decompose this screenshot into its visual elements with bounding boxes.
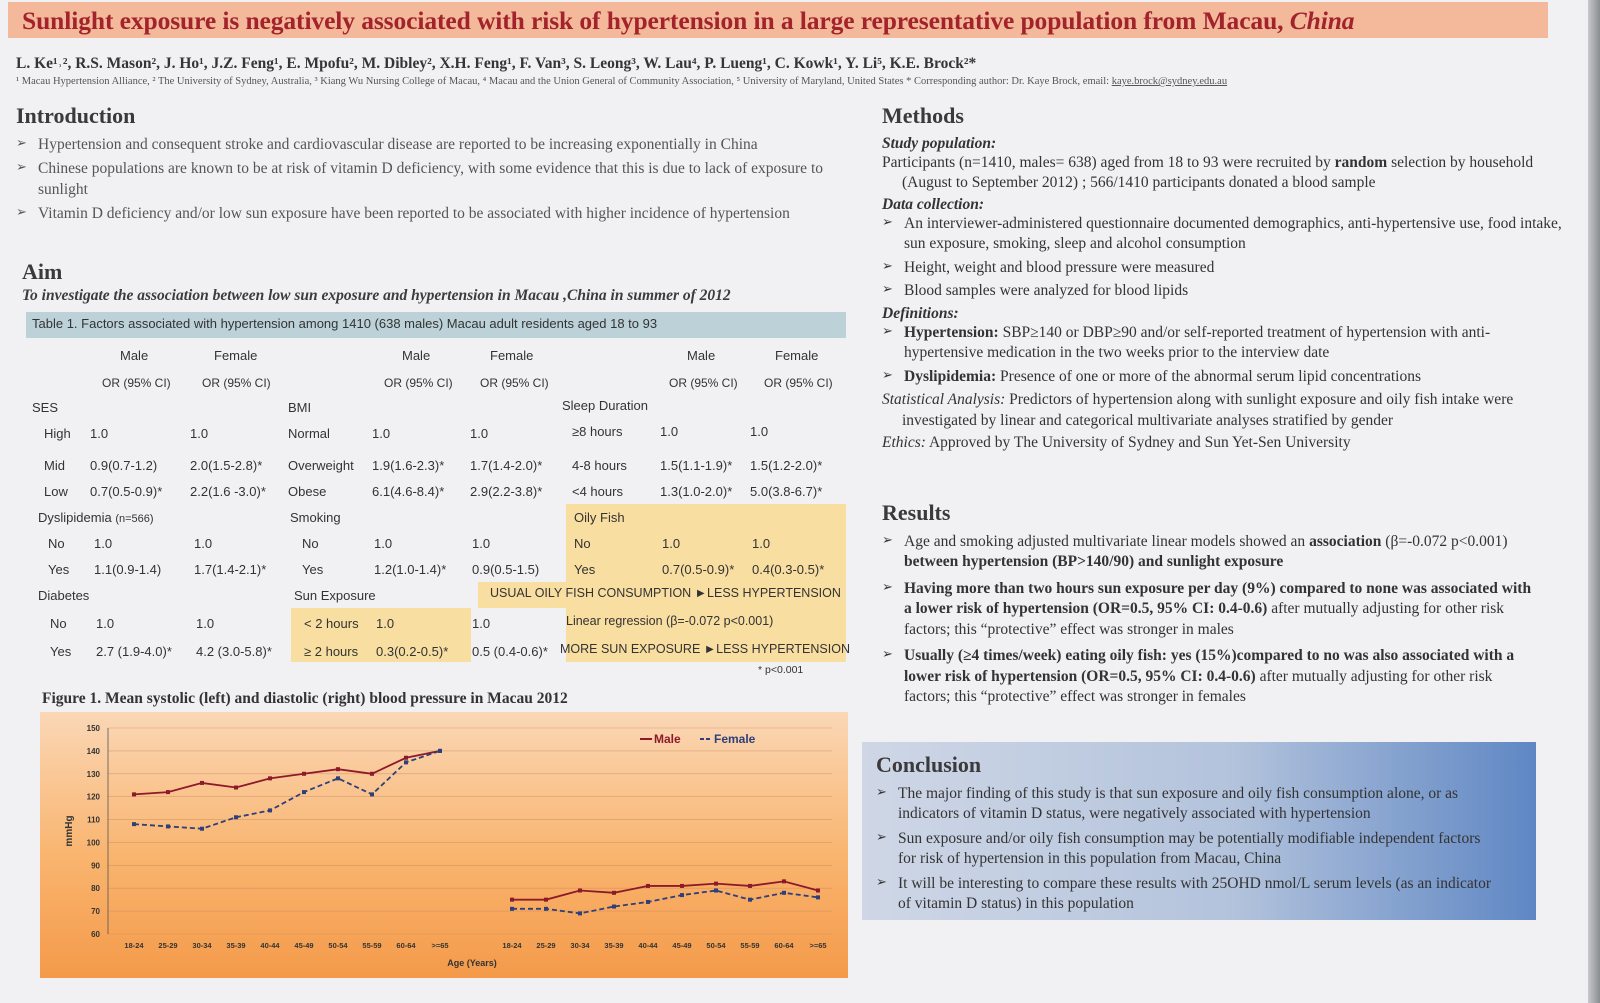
definitions-list <box>882 323 1562 387</box>
study-population-label: Study population: <box>882 135 997 152</box>
table-cell: 1.0 <box>472 616 491 631</box>
data-point <box>336 767 340 771</box>
row-label: No <box>574 536 591 551</box>
table-cell: 1.0 <box>194 536 213 551</box>
title-bar <box>8 2 1548 38</box>
data-point <box>748 884 752 888</box>
table-cell: 1.0 <box>190 426 209 441</box>
x-tick-label: 45-49 <box>294 941 314 950</box>
table-cell: 1.0 <box>90 426 109 441</box>
row-group-dyslipidemia: Dyslipidemia (n=566) <box>38 510 154 525</box>
row-group-sun-exposure: Sun Exposure <box>294 588 376 603</box>
data-point <box>404 756 408 760</box>
data-point <box>370 792 374 796</box>
row-label: ≥8 hours <box>572 424 623 439</box>
row-label: Yes <box>302 562 324 577</box>
row-label: No <box>48 536 65 551</box>
series-line-female-diastolic <box>512 891 818 914</box>
data-point <box>816 895 820 899</box>
data-point <box>612 905 616 909</box>
row-group-sleep: Sleep Duration <box>562 398 648 413</box>
col-or: OR (95% CI) <box>480 376 549 390</box>
row-label: No <box>50 616 67 631</box>
y-tick-label: 60 <box>91 930 100 939</box>
table-cell: 1.5(1.2-2.0)* <box>750 458 823 473</box>
x-tick-label: 60-64 <box>774 941 794 950</box>
col-male: Male <box>402 348 431 363</box>
col-or: OR (95% CI) <box>669 376 738 390</box>
note-fish: USUAL OILY FISH CONSUMPTION ►LESS HYPERTENSION <box>490 586 841 600</box>
list-item: ➢ It will be interesting to compare these results with 25OHD nmol/L serum levels (as an indicator of vitamin D status) in this population <box>876 874 1496 915</box>
methods-heading: Methods <box>882 103 964 128</box>
note-linear-regression: Linear regression (β=-0.072 p<0.001) <box>566 614 774 628</box>
data-collection-list <box>882 214 1562 302</box>
row-label: <4 hours <box>572 484 623 499</box>
poster-title: Sunlight exposure is negatively associated with risk of hypertension in a large representative population from Macau, China <box>22 6 1355 35</box>
table-footnote: * p<0.001 <box>758 664 804 676</box>
table-cell: 4.2 (3.0-5.8)* <box>196 644 272 659</box>
table-cell: 5.0(3.8-6.7)* <box>750 484 823 499</box>
x-tick-label: 18-24 <box>502 941 522 950</box>
col-or: OR (95% CI) <box>102 376 171 390</box>
y-axis-label: mmHg <box>64 815 75 847</box>
table-cell: 1.0 <box>470 426 489 441</box>
aim-heading: Aim <box>22 259 63 284</box>
table-cell: 1.7(1.4-2.1)* <box>194 562 267 577</box>
data-point <box>544 898 548 902</box>
row-label: Yes <box>50 644 72 659</box>
data-point <box>748 898 752 902</box>
definitions-label: Definitions: <box>882 304 959 322</box>
results-section <box>882 500 1542 714</box>
x-tick-label: 50-54 <box>328 941 348 950</box>
data-point <box>646 900 650 904</box>
table-cell: 1.2(1.0-1.4)* <box>374 562 447 577</box>
table-cell: 1.0 <box>96 616 115 631</box>
figure-caption: Figure 1. Mean systolic (left) and diastolic (right) blood pressure in Macau 2012 <box>42 690 568 707</box>
table-cell: 0.9(0.5-1.5) <box>472 562 540 577</box>
table-cell: 1.1(0.9-1.4) <box>94 562 162 577</box>
y-tick-label: 80 <box>91 884 100 894</box>
data-point <box>302 790 306 794</box>
y-tick-label: 130 <box>86 769 100 779</box>
table-cell: 1.9(1.6-2.3)* <box>372 458 445 473</box>
table-cell: 0.7(0.5-0.9)* <box>90 484 163 499</box>
bp-chart <box>40 712 848 978</box>
row-group-smoking: Smoking <box>290 510 341 525</box>
x-tick-label: 35-39 <box>226 941 246 950</box>
factors-table <box>26 312 850 676</box>
row-group-diabetes: Diabetes <box>38 588 90 603</box>
data-point <box>544 907 548 911</box>
data-collection-label: Data collection: <box>882 195 985 213</box>
data-point <box>646 884 650 888</box>
data-point <box>782 891 786 895</box>
row-label: High <box>44 426 71 441</box>
table-cell: 0.9(0.7-1.2) <box>90 458 158 473</box>
data-point <box>166 790 170 794</box>
table-cell: 0.7(0.5-0.9)* <box>662 562 735 577</box>
table-cell: 2.2(1.6 -3.0)* <box>190 484 266 499</box>
series-line-male-diastolic <box>512 881 818 899</box>
data-point <box>336 776 340 780</box>
y-tick-label: 150 <box>86 724 100 733</box>
x-tick-label: 30-34 <box>570 941 590 950</box>
data-point <box>234 786 238 790</box>
data-point <box>268 808 272 812</box>
x-tick-label: 35-39 <box>604 941 624 950</box>
x-tick-label: 55-59 <box>362 941 382 950</box>
table-cell: 1.0 <box>376 616 395 631</box>
data-point <box>578 889 582 893</box>
x-tick-label: 25-29 <box>536 941 556 950</box>
data-point <box>816 889 820 893</box>
y-tick-label: 100 <box>86 838 100 848</box>
x-axis-label: Age (Years) <box>447 958 497 968</box>
table-cell: 1.7(1.4-2.0)* <box>470 458 543 473</box>
study-population-text: Participants (n=1410, males= 638) aged from 18 to 93 were recruited by random selection by household (August to September 2012) ; 566/1410 participants donated a blood sample <box>882 154 1534 192</box>
x-tick-label: 50-54 <box>706 941 726 950</box>
col-or: OR (95% CI) <box>764 376 833 390</box>
row-label: ≥ 2 hours <box>304 644 359 659</box>
data-point <box>510 898 514 902</box>
data-point <box>510 907 514 911</box>
data-point <box>438 749 442 753</box>
row-label: Overweight <box>288 458 354 473</box>
email-link[interactable]: kaye.brock@sydney.edu.au <box>1111 76 1228 87</box>
row-label: < 2 hours <box>304 616 359 631</box>
x-tick-label: 40-44 <box>260 941 280 950</box>
x-tick-label: 55-59 <box>740 941 760 950</box>
table-caption: Table 1. Factors associated with hypertension among 1410 (638 males) Macau adult residents aged 18 to 93 <box>26 312 846 338</box>
data-point <box>200 781 204 785</box>
row-group-oily-fish: Oily Fish <box>574 510 625 525</box>
list-item: ➢ The major finding of this study is that sun exposure and oily fish consumption alone, or as indicators of vitamin D status, were negatively associated with hypertension <box>876 784 1496 825</box>
poster-edge <box>1588 0 1600 1003</box>
table-cell: 6.1(4.6-8.4)* <box>372 484 445 499</box>
list-item: ➢ Chinese populations are known to be at risk of vitamin D deficiency, with some evidence that this is due to lack of exposure to sunlight <box>16 159 846 200</box>
row-label: No <box>302 536 319 551</box>
list-item: ➢ Sun exposure and/or oily fish consumption may be potentially modifiable independent factors for risk of hypertension in this population from Macau, China <box>876 829 1496 870</box>
data-point <box>132 792 136 796</box>
data-point <box>782 879 786 883</box>
methods-section <box>882 103 1562 453</box>
table-cell: 1.0 <box>374 536 393 551</box>
list-item: ➢ Usually (≥4 times/week) eating oily fish: yes (15%)compared to no was also associated with a lower risk of hypertension (OR=0.5, 95% CI: 0.4-0.6) after mutually adjusting for other risk factors; this “protective” effect was stronger in females <box>882 646 1542 707</box>
list-item: ➢ Age and smoking adjusted multivariate linear models showed an association (β=-0.072 p<0.001) between hypertension (BP>140/90) and sunlight exposure <box>882 532 1542 573</box>
bp-chart-svg <box>40 712 848 978</box>
table-cell: 1.0 <box>472 536 491 551</box>
data-point <box>370 772 374 776</box>
data-point <box>578 911 582 915</box>
results-heading: Results <box>882 500 951 525</box>
conclusion-heading: Conclusion <box>876 752 982 777</box>
x-tick-label: 18-24 <box>124 941 144 950</box>
y-tick-label: 120 <box>86 792 100 802</box>
data-point <box>680 893 684 897</box>
table-cell: 1.0 <box>750 424 769 439</box>
row-group-bmi: BMI <box>288 400 312 415</box>
row-label: Normal <box>288 426 330 441</box>
row-label: Yes <box>48 562 70 577</box>
x-tick-label: 45-49 <box>672 941 692 950</box>
col-or: OR (95% CI) <box>202 376 271 390</box>
table-cell: 0.3(0.2-0.5)* <box>376 644 449 659</box>
table-cell: 0.4(0.3-0.5)* <box>752 562 825 577</box>
aim-text: To investigate the association between low sun exposure and hypertension in Macau ,China in summer of 2012 <box>22 287 731 304</box>
table-cell: 1.0 <box>662 536 681 551</box>
x-tick-label: 25-29 <box>158 941 178 950</box>
table-cell: 2.9(2.2-3.8)* <box>470 484 543 499</box>
affiliations: ¹ Macau Hypertension Alliance, ² The University of Sydney, Australia, ³ Kiang Wu Nursing College of Macau, ⁴ Macau and the Union General of Community Association, ⁵ University of Maryland, United States * Corresponding author: Dr. Kaye Brock, email: kaye.brock@sydney.edu.au <box>16 76 1228 87</box>
ethics: Ethics: Approved by The University of Sydney and Sun Yet-Sen University <box>882 433 1351 451</box>
data-point <box>680 884 684 888</box>
data-point <box>268 776 272 780</box>
data-point <box>200 827 204 831</box>
list-item: ➢ Having more than two hours sun exposure per day (9%) compared to none was associated with a lower risk of hypertension (OR=0.5, 95% CI: 0.4-0.6) after mutually adjusting for other risk factors; this “protective” effect was stronger in males <box>882 579 1542 640</box>
row-label: 4-8 hours <box>572 458 627 473</box>
table-cell: 1.0 <box>660 424 679 439</box>
data-point <box>166 824 170 828</box>
row-label: Obese <box>288 484 327 499</box>
conclusion-box <box>862 742 1536 920</box>
note-sun: MORE SUN EXPOSURE ►LESS HYPERTENSION <box>560 642 850 656</box>
table-cell: 1.0 <box>196 616 215 631</box>
data-point <box>714 882 718 886</box>
list-item: ➢ An interviewer-administered questionnaire documented demographics, anti-hypertensive use, food intake, sun exposure, smoking, sleep and alcohol consumption <box>882 214 1562 255</box>
legend-label: Male <box>654 732 681 746</box>
list-item: ➢ Height, weight and blood pressure were measured <box>882 258 1562 278</box>
conclusion-list <box>876 784 1496 915</box>
table-cell: 0.5 (0.4-0.6)* <box>472 644 548 659</box>
legend-label: Female <box>714 732 756 746</box>
title-country: China <box>1289 6 1355 35</box>
data-point <box>132 822 136 826</box>
list-item: ➢ Dyslipidemia: Presence of one or more of the abnormal serum lipid concentrations <box>882 367 1562 387</box>
results-list <box>882 532 1542 708</box>
list-item: ➢ Blood samples were analyzed for blood lipids <box>882 281 1562 301</box>
col-female: Female <box>490 348 534 363</box>
col-female: Female <box>775 348 819 363</box>
table-cell: 1.3(1.0-2.0)* <box>660 484 733 499</box>
table-cell: 2.0(1.5-2.8)* <box>190 458 263 473</box>
statistical-analysis: Statistical Analysis: Predictors of hypertension along with sunlight exposure and oily fish intake were investigated by linear and categorical multivariate analyses stratified by gender <box>882 391 1514 429</box>
table-cell: 1.0 <box>94 536 113 551</box>
y-tick-label: 70 <box>91 907 100 917</box>
data-point <box>612 891 616 895</box>
introduction-heading: Introduction <box>16 103 136 128</box>
y-tick-label: 110 <box>87 815 100 825</box>
data-point <box>404 760 408 764</box>
x-tick-label: 30-34 <box>192 941 212 950</box>
col-female: Female <box>214 348 258 363</box>
col-male: Male <box>120 348 149 363</box>
row-label: Yes <box>574 562 596 577</box>
x-tick-label: >=65 <box>809 941 827 950</box>
table-cell: 1.0 <box>372 426 391 441</box>
data-point <box>302 772 306 776</box>
x-tick-label: >=65 <box>431 941 449 950</box>
introduction-section <box>16 103 856 229</box>
y-tick-label: 140 <box>86 746 100 756</box>
data-point <box>714 889 718 893</box>
row-label: Low <box>44 484 68 499</box>
col-male: Male <box>687 348 716 363</box>
y-tick-label: 90 <box>91 861 100 871</box>
author-list: L. Ke¹˒², R.S. Mason², J. Ho¹, J.Z. Feng¹, E. Mpofu², M. Dibley², X.H. Feng¹, F. Van³, S. Leong³, W. Lau⁴, P. Lueng¹, C. Kowk¹, Y. Li⁵, K.E. Brock²* <box>16 55 977 72</box>
table-cell: 1.5(1.1-1.9)* <box>660 458 733 473</box>
data-point <box>234 815 238 819</box>
x-tick-label: 40-44 <box>638 941 658 950</box>
list-item: ➢ Hypertension and consequent stroke and cardiovascular disease are reported to be increasing exponentially in China <box>16 135 846 155</box>
introduction-list <box>16 135 846 225</box>
row-group-ses: SES <box>32 400 59 415</box>
x-tick-label: 60-64 <box>396 941 416 950</box>
row-label: Mid <box>44 458 65 473</box>
col-or: OR (95% CI) <box>384 376 453 390</box>
table-cell: 1.0 <box>752 536 771 551</box>
table-cell: 2.7 (1.9-4.0)* <box>96 644 172 659</box>
list-item: ➢ Vitamin D deficiency and/or low sun exposure have been reported to be associated with higher incidence of hypertension <box>16 204 796 224</box>
list-item: ➢ Hypertension: SBP≥140 or DBP≥90 and/or self-reported treatment of hypertension with anti-hypertensive medication in the two weeks prior to the interview date <box>882 323 1562 364</box>
aim-section <box>22 259 842 305</box>
